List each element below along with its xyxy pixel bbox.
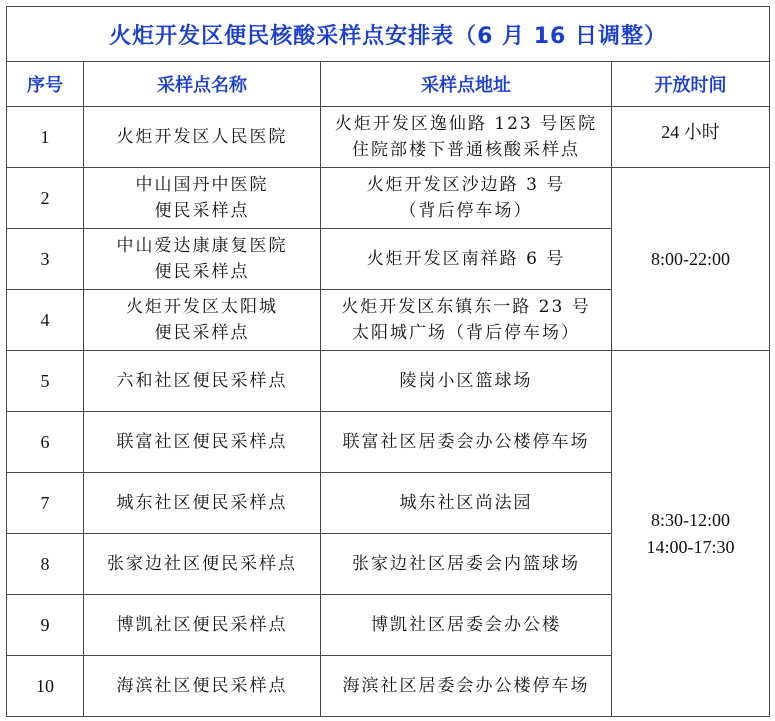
opening-hours-24h [612, 107, 770, 168]
row-index: 8 [7, 534, 84, 595]
opening-hours-line: 8:30-12:00 [651, 509, 731, 530]
site-name [84, 412, 321, 473]
site-address [321, 412, 612, 473]
opening-hours-line: 8:00-22:00 [651, 248, 731, 269]
site-name-line: 张家边社区便民采样点 [107, 554, 297, 574]
site-address [321, 351, 612, 412]
table-row [7, 351, 770, 412]
row-index: 9 [7, 595, 84, 656]
site-name [84, 229, 321, 290]
site-address-line: 火炬开发区逸仙路 123 号医院 [334, 114, 598, 134]
site-address-line: 火炬开发区东镇东一路 23 号 [341, 297, 591, 317]
site-name [84, 473, 321, 534]
site-address-line: 张家边社区居委会内篮球场 [352, 554, 580, 574]
header-name: 采样点名称 [84, 62, 321, 107]
page-title: 火炬开发区便民核酸采样点安排表（6 月 16 日调整） [7, 7, 770, 62]
site-name-line: 海滨社区便民采样点 [116, 676, 288, 696]
site-name-line: 博凯社区便民采样点 [116, 615, 288, 635]
site-name-line: 火炬开发区太阳城 [126, 297, 278, 317]
site-address-line: 太阳城广场（背后停车场） [352, 323, 580, 343]
site-name-line: 城东社区便民采样点 [116, 493, 288, 513]
sampling-schedule-table [6, 6, 770, 717]
site-name [84, 656, 321, 717]
site-name-line: 便民采样点 [154, 323, 250, 343]
header-row [7, 62, 770, 107]
site-address [321, 534, 612, 595]
site-address [321, 595, 612, 656]
site-name [84, 107, 321, 168]
site-address-line: 联富社区居委会办公楼停车场 [342, 432, 590, 452]
opening-hours-day [612, 168, 770, 351]
opening-hours-community [612, 351, 770, 717]
header-address: 采样点地址 [321, 62, 612, 107]
site-name [84, 534, 321, 595]
site-name-line: 六和社区便民采样点 [116, 371, 288, 391]
site-name [84, 290, 321, 351]
site-address [321, 107, 612, 168]
table-row [7, 107, 770, 168]
row-index: 4 [7, 290, 84, 351]
row-index: 6 [7, 412, 84, 473]
site-address-line: 城东社区尚法园 [399, 493, 533, 513]
site-address-line: （背后停车场） [399, 201, 533, 221]
row-index: 1 [7, 107, 84, 168]
site-address [321, 168, 612, 229]
site-name [84, 168, 321, 229]
site-name-line: 火炬开发区人民医院 [116, 127, 288, 147]
header-index: 序号 [7, 62, 84, 107]
site-address-line: 海滨社区居委会办公楼停车场 [342, 676, 590, 696]
site-name [84, 351, 321, 412]
row-index: 10 [7, 656, 84, 717]
site-address [321, 473, 612, 534]
site-name-line: 便民采样点 [154, 262, 250, 282]
site-name-line: 便民采样点 [154, 201, 250, 221]
site-address [321, 290, 612, 351]
table-row [7, 168, 770, 229]
opening-hours-line: 14:00-17:30 [646, 536, 735, 557]
site-address-line: 陵岗小区篮球场 [399, 371, 533, 391]
site-address-line: 火炬开发区沙边路 3 号 [366, 175, 566, 195]
site-name-line: 中山国丹中医院 [135, 175, 269, 195]
row-index: 5 [7, 351, 84, 412]
site-name-line: 联富社区便民采样点 [116, 432, 288, 452]
site-address [321, 229, 612, 290]
row-index: 2 [7, 168, 84, 229]
opening-hours-line: 24 小时 [661, 122, 720, 142]
header-hours: 开放时间 [612, 62, 770, 107]
row-index: 7 [7, 473, 84, 534]
site-name-line: 中山爱达康康复医院 [116, 236, 288, 256]
site-address-line: 住院部楼下普通核酸采样点 [352, 140, 580, 160]
title-row [7, 7, 770, 62]
site-address-line: 火炬开发区南祥路 6 号 [366, 249, 566, 269]
row-index: 3 [7, 229, 84, 290]
site-name [84, 595, 321, 656]
site-address [321, 656, 612, 717]
site-address-line: 博凯社区居委会办公楼 [371, 615, 561, 635]
